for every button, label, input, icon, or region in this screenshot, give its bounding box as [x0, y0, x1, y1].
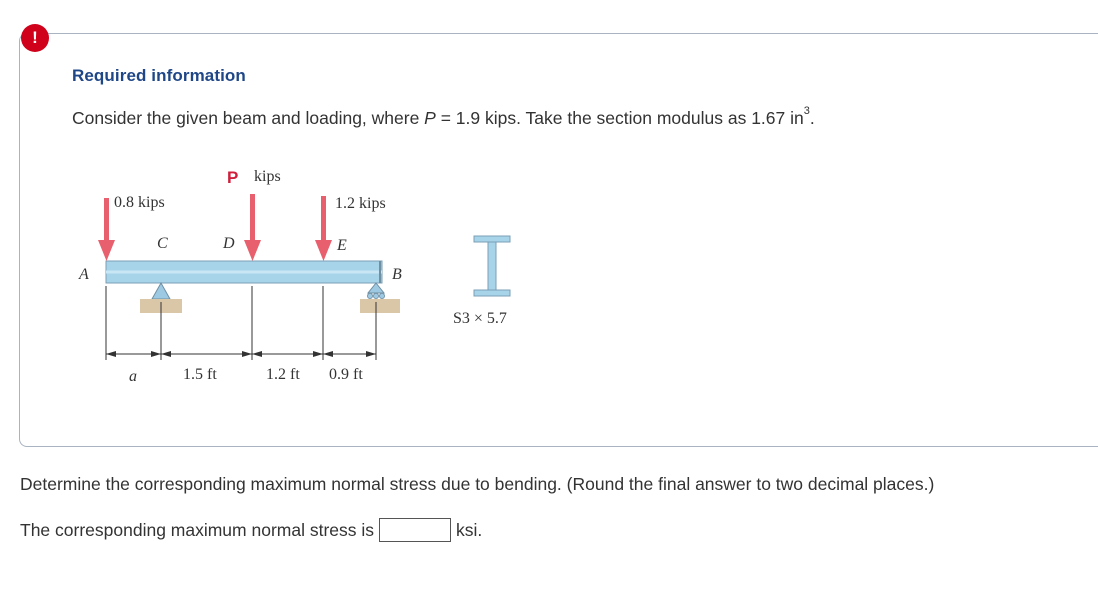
dim-1-label: 1.5 ft [183, 366, 217, 383]
dim-a-label: a [129, 368, 137, 385]
load-p-label: P [227, 168, 239, 187]
point-a-label: A [79, 266, 89, 283]
beam-figure [72, 160, 552, 400]
load-p-unit-label: kips [254, 168, 281, 185]
problem-middle: = 1.9 kips. Take the section modulus as 1.67 in [435, 108, 804, 128]
problem-prefix: Consider the given beam and loading, where [72, 108, 425, 128]
roller-support [360, 283, 400, 313]
problem-suffix: . [809, 108, 815, 128]
point-b-label: B [392, 266, 402, 283]
problem-exponent: 3 [803, 105, 810, 118]
dim-2-label: 1.2 ft [266, 366, 300, 383]
answer-input[interactable] [379, 518, 451, 542]
point-d-label: D [223, 235, 235, 252]
dimension-lines [106, 286, 376, 360]
i-beam-section-icon [474, 236, 510, 296]
question-text: Determine the corresponding maximum normal stress due to bending. (Round the final answer to two decimal places.) [20, 474, 935, 494]
answer-unit: ksi. [456, 519, 483, 540]
answer-row [20, 518, 482, 542]
point-c-label: C [157, 235, 168, 252]
problem-statement [72, 105, 815, 129]
load-arrow-left [98, 198, 115, 261]
load-arrow-p [244, 194, 261, 261]
load-right-label: 1.2 kips [335, 195, 386, 212]
alert-icon: ! [21, 24, 49, 52]
load-arrow-right [315, 196, 332, 261]
section-label: S3 × 5.7 [453, 310, 507, 327]
problem-variable: P [424, 108, 436, 128]
required-info-heading: Required information [72, 66, 246, 85]
dim-3-label: 0.9 ft [329, 366, 363, 383]
answer-prefix: The corresponding maximum normal stress is [20, 519, 375, 540]
point-e-label: E [337, 237, 347, 254]
load-left-label: 0.8 kips [114, 194, 165, 211]
